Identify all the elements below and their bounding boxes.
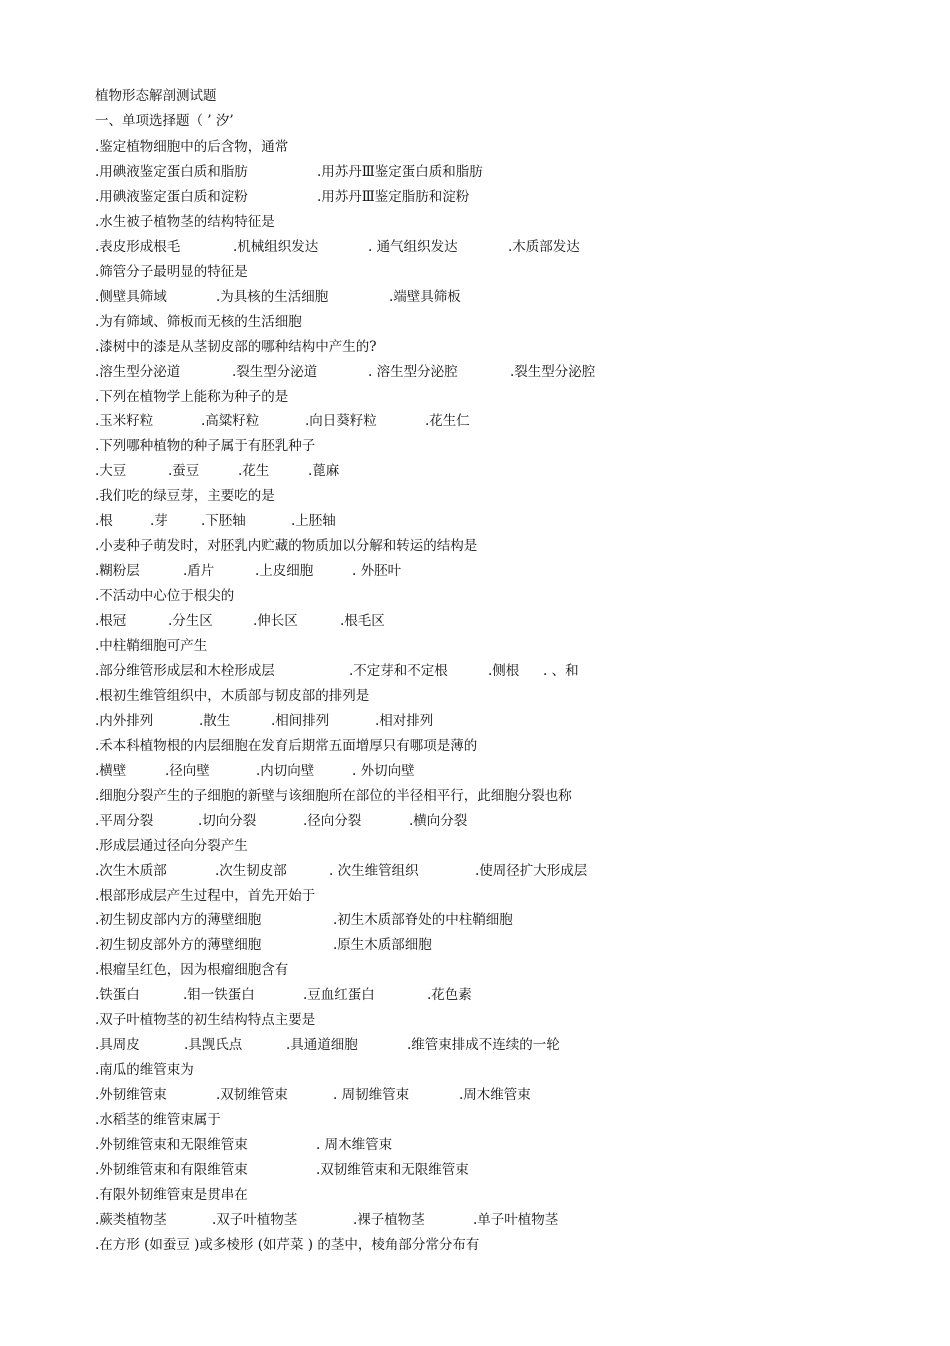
answer-option: .表皮形成根毛 (95, 238, 181, 255)
answer-option: .侧壁具筛域 (95, 288, 167, 305)
answer-option: . 、和 (543, 662, 579, 679)
answer-option: .具觊氏点 (184, 1037, 243, 1054)
answer-option: .内切向壁 (256, 762, 315, 779)
question-stem: .为有筛域、筛板而无核的生活细胞 (95, 313, 302, 330)
question-stem: .禾本科植物根的内层细胞在发育后期常五面增厚只有哪项是薄的 (95, 737, 478, 754)
answer-option: .豆血红蛋白 (303, 987, 375, 1004)
answer-option: .糊粉层 (95, 563, 140, 580)
answer-option: . 次生维管组织 (329, 862, 419, 879)
answer-option: .花生仁 (425, 413, 470, 430)
answer-option: .钼一铁蛋白 (183, 987, 255, 1004)
question-stem: .根初生维管组织中，木质部与韧皮部的排列是 (95, 687, 370, 704)
answer-option: .端壁具筛板 (389, 288, 461, 305)
answer-option: .根 (95, 513, 113, 530)
question-stem: .我们吃的绿豆芽，主要吃的是 (95, 488, 275, 505)
answer-option: .铁蛋白 (95, 987, 140, 1004)
answer-option: .切向分裂 (198, 812, 257, 829)
answer-option: .蕨类植物茎 (95, 1211, 167, 1228)
answer-option: .用苏丹Ⅲ鉴定蛋白质和脂肪 (317, 163, 483, 180)
answer-option: .具周皮 (95, 1037, 140, 1054)
answer-option: .上皮细胞 (255, 563, 314, 580)
question-stem: .细胞分裂产生的子细胞的新壁与该细胞所在部位的半径相平行，此细胞分裂也称 (95, 787, 572, 804)
answer-option: .用碘液鉴定蛋白质和淀粉 (95, 188, 248, 205)
answer-option: .伸长区 (253, 613, 298, 629)
answer-option: .相对排列 (375, 712, 434, 729)
answer-option: . 周木维管束 (316, 1137, 393, 1153)
answer-option: .侧根 (488, 662, 520, 679)
answer-option: .原生木质部细胞 (333, 937, 432, 954)
answer-option: .根毛区 (340, 613, 385, 629)
answer-option: .用苏丹Ⅲ鉴定脂肪和淀粉 (317, 188, 470, 205)
answer-option: .次生韧皮部 (215, 862, 287, 879)
question-stem: .形成层通过径向分裂产生 (95, 837, 248, 854)
answer-option: . 外胚叶 (352, 563, 402, 580)
answer-option: .玉米籽粒 (95, 413, 154, 430)
answer-option: .用碘液鉴定蛋白质和脂肪 (95, 163, 248, 180)
answer-option: .为具核的生活细胞 (216, 288, 329, 305)
question-stem: .小麦种子萌发时，对胚乳内贮藏的物质加以分解和转运的结构是 (95, 538, 478, 555)
answer-option: .相间排列 (271, 712, 330, 729)
question-stem: .在方形 (如蚕豆 )或多棱形 (如芹菜 ) 的茎中，棱角部分常分布有 (95, 1236, 480, 1253)
answer-option: .外韧维管束和有限维管束 (95, 1161, 248, 1178)
answer-option: . 外切向壁 (352, 762, 415, 779)
question-stem: .水生被子植物茎的结构特征是 (95, 213, 275, 230)
answer-option: .盾片 (183, 563, 215, 580)
answer-option: . 溶生型分泌腔 (368, 363, 458, 380)
answer-option: .次生木质部 (95, 862, 167, 879)
answer-option: .外韧维管束 (95, 1087, 167, 1104)
answer-option: .大豆 (95, 463, 127, 480)
question-stem: .下列哪种植物的种子属于有胚乳种子 (95, 438, 316, 455)
question-stem: .漆树中的漆是从茎韧皮部的哪种结构中产生的? (95, 338, 377, 355)
answer-option: .芽 (150, 513, 168, 530)
answer-option: .双子叶植物茎 (212, 1211, 298, 1228)
answer-option: .维管束排成不连续的一轮 (407, 1037, 560, 1054)
answer-option: .径向壁 (165, 762, 210, 779)
question-stem: .不活动中心位于根尖的 (95, 588, 235, 605)
answer-option: .上胚轴 (291, 513, 336, 530)
answer-option: .高粱籽粒 (201, 413, 260, 430)
question-stem: .根瘤呈红色，因为根瘤细胞含有 (95, 962, 289, 979)
answer-option: .散生 (199, 712, 231, 729)
answer-option: . 通气组织发达 (368, 238, 458, 255)
answer-option: .裂生型分泌道 (232, 363, 318, 380)
answer-option: .周木维管束 (459, 1087, 531, 1104)
answer-option: .蓖麻 (308, 463, 340, 480)
answer-option: .花色素 (427, 987, 472, 1004)
answer-option: .双韧维管束 (216, 1087, 288, 1104)
answer-option: .裸子植物茎 (353, 1211, 425, 1228)
question-stem: .根部形成层产生过程中，首先开始于 (95, 887, 316, 904)
question-stem: .筛管分子最明显的特征是 (95, 263, 248, 280)
question-stem: .中柱鞘细胞可产生 (95, 638, 208, 654)
answer-option: .使周径扩大形成层 (475, 862, 588, 879)
answer-option: .径向分裂 (303, 812, 362, 829)
answer-option: .横壁 (95, 762, 127, 779)
answer-option: .横向分裂 (409, 812, 468, 829)
question-stem: .鉴定植物细胞中的后含物，通常 (95, 139, 289, 155)
answer-option: .裂生型分泌腔 (510, 363, 596, 380)
answer-option: .外韧维管束和无限维管束 (95, 1137, 248, 1153)
question-stem: .有限外韧维管束是贯串在 (95, 1186, 248, 1203)
answer-option: .具通道细胞 (286, 1037, 358, 1054)
answer-option: .机械组织发达 (233, 238, 319, 255)
answer-option: .不定芽和不定根 (349, 662, 448, 679)
answer-option: .花生 (238, 463, 270, 480)
question-stem: .双子叶植物茎的初生结构特点主要是 (95, 1012, 316, 1029)
question-stem: .水稻茎的维管束属于 (95, 1112, 221, 1128)
answer-option: . 周韧维管束 (333, 1087, 410, 1104)
answer-option: .蚕豆 (168, 463, 200, 480)
document-title: 植物形态解剖测试题 (95, 88, 217, 104)
question-stem: .南瓜的维管束为 (95, 1062, 194, 1079)
answer-option: .双韧维管束和无限维管束 (316, 1161, 469, 1178)
answer-option: .木质部发达 (508, 238, 580, 255)
answer-option: .平周分裂 (95, 812, 154, 829)
section-heading: 一、单项选择题（ ’ 汐’ (95, 113, 234, 129)
answer-option: .分生区 (168, 613, 213, 629)
answer-option: .单子叶植物茎 (473, 1211, 559, 1228)
answer-option: .初生木质部脊处的中柱鞘细胞 (333, 912, 513, 929)
answer-option: .溶生型分泌道 (95, 363, 181, 380)
answer-option: .初生韧皮部外方的薄壁细胞 (95, 937, 262, 954)
answer-option: .内外排列 (95, 712, 154, 729)
answer-option: .根冠 (95, 613, 127, 629)
answer-option: .初生韧皮部内方的薄壁细胞 (95, 912, 262, 929)
answer-option: .向日葵籽粒 (305, 413, 377, 430)
answer-option: .部分维管形成层和木栓形成层 (95, 662, 275, 679)
answer-option: .下胚轴 (201, 513, 246, 530)
question-stem: .下列在植物学上能称为种子的是 (95, 388, 289, 405)
